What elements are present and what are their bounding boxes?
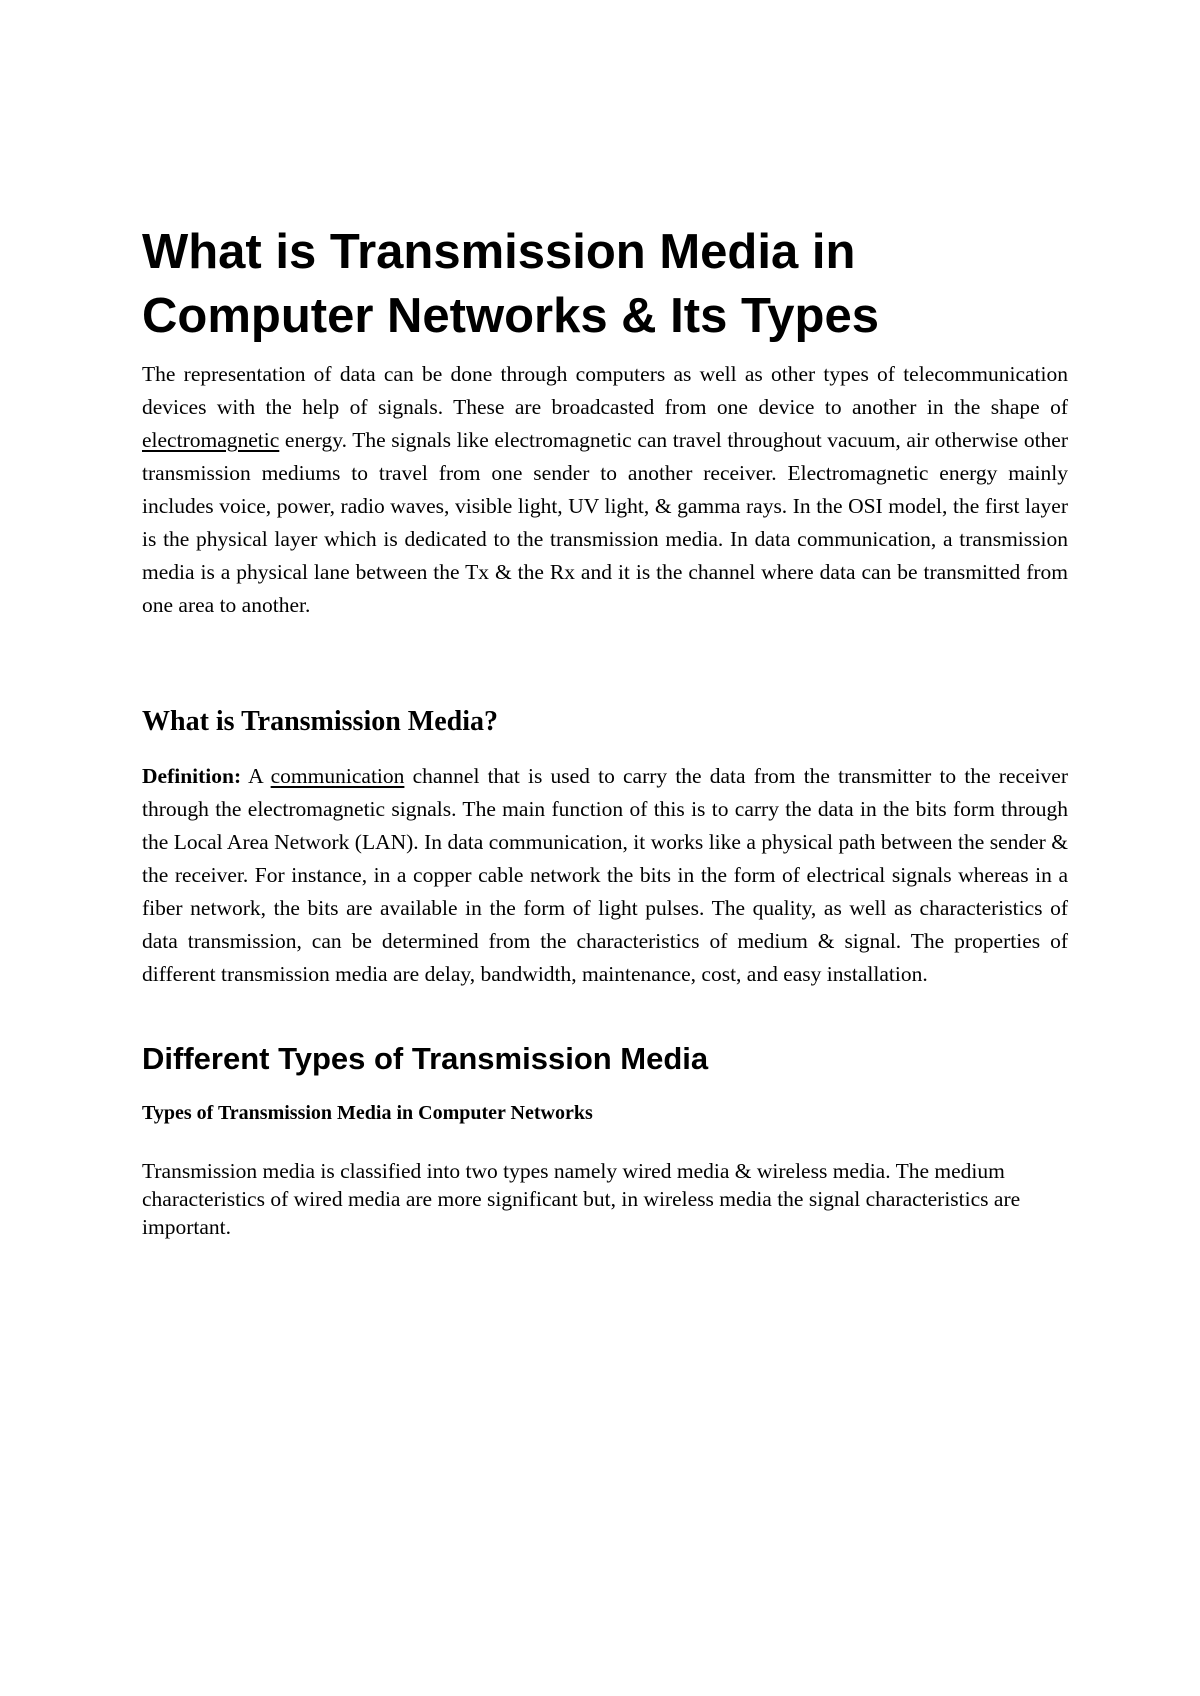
definition-label: Definition: <box>142 764 242 788</box>
definition-text-end: channel that is used to carry the data from the transmitter to the receiver through the electromagnetic signals. The main function of this is to carry the data in the bits form through the Local Area Network (LAN). In data communication, it works like a physical path between the sender & the receiver. For instance, in a copper cable network the bits in the form of electrical signals whereas in a fiber network, the bits are available in the form of light pulses. The quality, as well as characteristics of data transmission, can be determined from the characteristics of medium & signal. The properties of different transmission media are delay, bandwidth, maintenance, cost, and easy installation. <box>142 764 1068 986</box>
intro-text-end: energy. The signals like electromagnetic can travel throughout vacuum, air otherwise other transmission mediums to travel from one sender to another receiver. Electromagnetic energy mainly includes voice, power, radio waves, visible light, UV light, & gamma rays. In the OSI model, the first layer is the physical layer which is dedicated to the transmission media. In data communication, a transmission media is a physical lane between the Tx & the Rx and it is the channel where data can be transmitted from one area to another. <box>142 428 1068 617</box>
document-page <box>142 220 1068 1241</box>
electromagnetic-link[interactable]: electromagnetic <box>142 428 280 452</box>
intro-paragraph <box>142 358 1068 622</box>
types-subheading: Types of Transmission Media in Computer Networks <box>142 1102 593 1124</box>
definition-text-start: A <box>241 764 271 788</box>
types-paragraph: Transmission media is classified into two types namely wired media & wireless media. The medium characteristics of wired media are more significant but, in wireless media the signal characteristics are important. <box>142 1159 1021 1239</box>
communication-link[interactable]: communication <box>270 764 405 788</box>
intro-text-start: The representation of data can be done through computers as well as other types of telecommunication devices with the help of signals. These are broadcasted from one device to another in the shape of <box>142 362 1068 419</box>
section-heading-types: Different Types of Transmission Media <box>142 1041 709 1076</box>
section-heading-what-is: What is Transmission Media? <box>142 706 499 737</box>
definition-paragraph <box>142 760 1068 991</box>
document-title: What is Transmission Media in Computer Networks & Its Types <box>142 225 879 343</box>
